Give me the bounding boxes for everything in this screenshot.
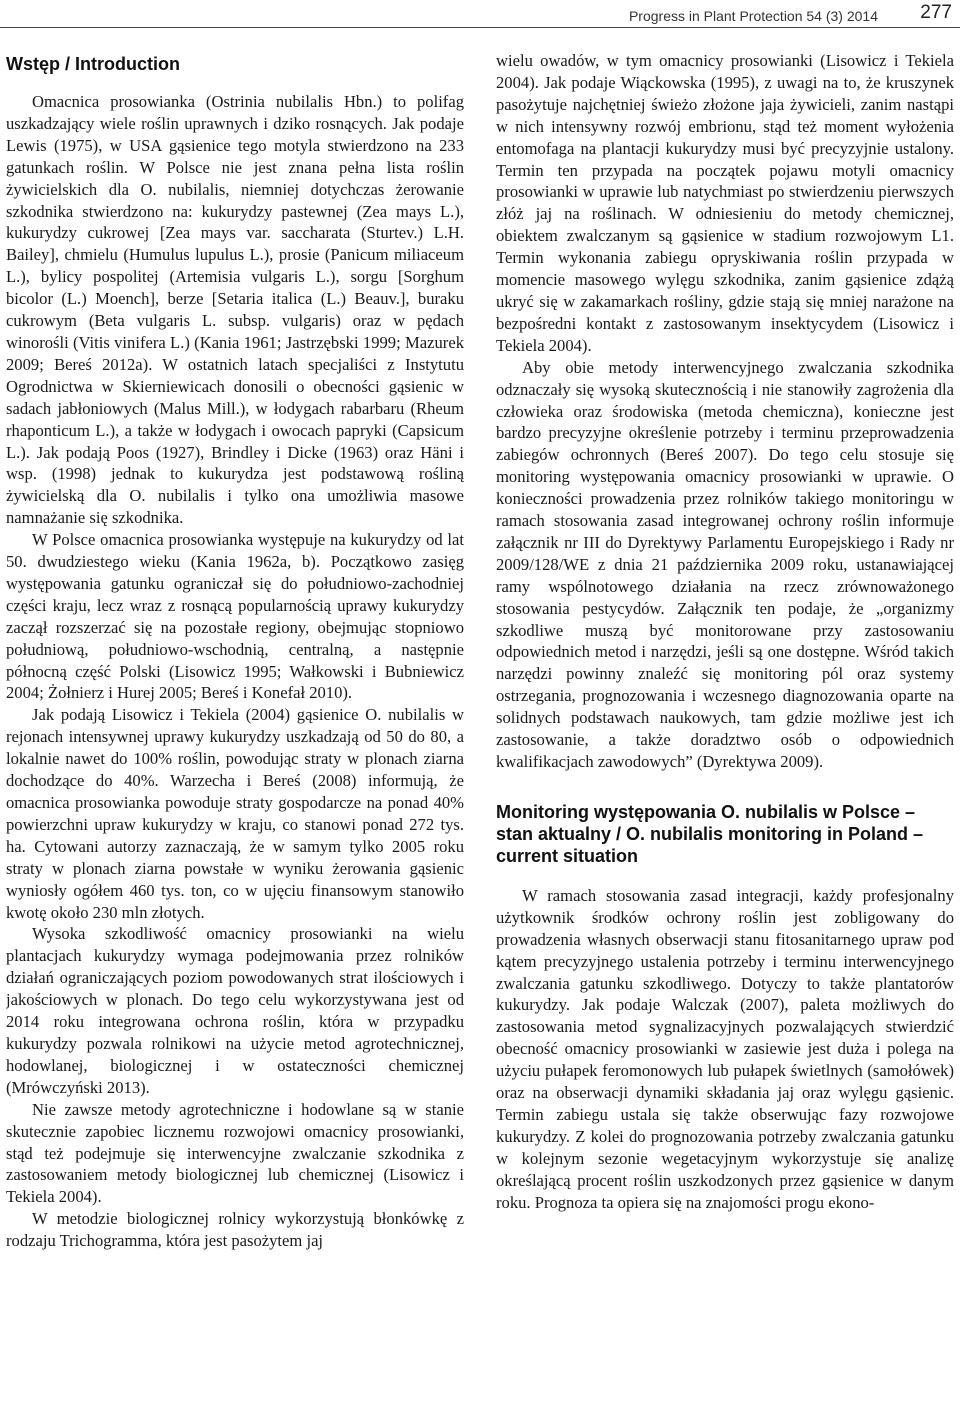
intro-paragraph-3: Jak podają Lisowicz i Tekiela (2004) gąsienice O. nubilalis w rejonach intensywnej uprawy kukurydzy uszkadzają od 50 do 80, a lokalnie nawet do 100% roślin, powodując straty w plonach ziarna dochodzące do 40%. Warzecha i Bereś (2008) informują, że omacnica prosowianka powoduje straty gospodarcze na ponad 40% powierzchni upraw kukurydzy w kraju, co stanowi ponad 272 tys. ha. Cytowani autorzy zaznaczają, że w samym tylko 2005 roku straty w plonach ziarna powstałe w wyniku żerowania gąsienic wyniosły ogółem 460 tys. ton, co w ujęciu finansowym stanowiło kwotę około 230 mln złotych.: [6, 705, 464, 922]
section-spacer: [496, 773, 954, 801]
section-heading-introduction: Wstęp / Introduction: [6, 54, 180, 74]
right-paragraph-1: wielu owadów, w tym omacnicy prosowianki (Lisowicz i Tekiela 2004). Jak podaje Wiąckowska (1995), z uwagi na to, że kruszynek pasożytuje najchętniej świeżo złożone jaja żywicieli, zanim nastąpi w nich intensywny rozwój embrionu, stąd też moment wyłożenia entomofaga na plantacji kukurydzy musi być precyzyjnie ustalony. Termin ten przypada na początek pojawu motyli omacnicy prosowianki w uprawie lub natychmiast po stwierdzeniu pierwszych złóż jaj na roślinach. W odniesieniu do metody chemicznej, obiektem zwalczanym są gąsienice w stadium rozwojowym L1. Termin wykonania zabiegu opryskiwania roślin przypada w momencie masowego wylęgu szkodnika, zanim gąsienice zdążą ukryć się w zakamarkach rośliny, gdzie stają się mniej narażone na bezpośredni kontakt z zastosowanym insektycydem (Lisowicz i Tekiela 2004).: [496, 51, 954, 355]
intro-paragraph-2: W Polsce omacnica prosowianka występuje na kukurydzy od lat 50. dwudziestego wieku (Kania 1962a, b). Początkowo zasięg występowania gatunku ograniczał się do południowo-zachodniej części kraju, lecz wraz z rosnącą popularnością uprawy kukurydzy zaczął rozszerzać się na pozostałe regiony, obejmując stopniowo południową, południowo-wschodnią, centralną, a następnie północną część Polski (Lisowicz 1995; Wałkowski i Bubniewicz 2004; Żołnierz i Hurej 2005; Bereś i Konefał 2010).: [6, 530, 464, 703]
intro-paragraph-6: W metodzie biologicznej rolnicy wykorzystują błonkówkę z rodzaju Trichogramma, która jest pasożytem jaj: [6, 1209, 464, 1251]
header-rule: [0, 27, 960, 28]
right-column: [496, 50, 954, 1400]
intro-paragraph-4: Wysoka szkodliwość omacnicy prosowianki na wielu plantacjach kukurydzy wymaga podejmowania przez rolników działań ograniczających poziom powodowanych strat ilościowych i jakościowych w plonach. Do tego celu wykorzystywana jest od 2014 roku integrowana ochrona roślin, która w przypadku kukurydzy pozwala rolnikowi na użycie metod agrotechnicznej, hodowlanej, biologicznej i w ostateczności chemicznej (Mrówczyński 2013).: [6, 924, 464, 1097]
page-header: [0, 0, 960, 28]
right-paragraph-2: Aby obie metody interwencyjnego zwalczania szkodnika odznaczały się wysoką skutecznością i nie stanowiły zagrożenia dla człowieka oraz środowiska (metoda chemiczna), konieczne jest bardzo precyzyjne określenie potrzeby i terminu przeprowadzenia zabiegów ochronnych (Bereś 2007). Do tego celu stosuje się monitoring występowania omacnicy prosowianki w uprawie. O konieczności prowadzenia przez rolników takiego monitoringu w ramach stosowania zasad integrowanej ochrony roślin informuje załącznik nr III do Dyrektywy Parlamentu Europejskiego i Rady nr 2009/128/WE z dnia 21 października 2009 roku, ustanawiającej ramy wspólnotowego działania na rzecz zrównoważonego stosowania pestycydów. Załącznik ten podaje, że „organizmy szkodliwe muszą być monitorowane przy zastosowaniu odpowiednich metod i narzędzi, jeśli są one dostępne. Wśród takich narzędzi powinny znaleźć się monitoring pól oraz systemy ostrzegania, prognozowania i wczesnego diagnozowania oparte na solidnych podstawach naukowych, tam gdzie możliwe jest ich zastosowanie, a także doradztwo osób o odpowiednich kwalifikacjach zawodowych” (Dyrektywa 2009).: [496, 357, 954, 771]
left-column: [6, 50, 464, 1400]
journal-title: Progress in Plant Protection 54 (3) 2014: [628, 8, 878, 24]
intro-paragraph-1: Omacnica prosowianka (Ostrinia nubilalis Hbn.) to polifag uszkadzający wiele roślin uprawnych i dziko rosnących. Jak podaje Lewis (1975), w USA gąsienice tego motyla stwierdzono na 233 gatunkach roślin. W Polsce nie jest znana pełna lista roślin żywicielskich dla O. nubilalis, niemniej dotychczas żerowanie szkodnika stwierdzono na: kukurydzy pastewnej (Zea mays L.), kukurydzy cukrowej [Zea mays var. saccharata (Sturtev.) L.H. Bailey], chmielu (Humulus lupulus L.), prosie (Panicum miliaceum L.), bylicy pospolitej (Artemisia vulgaris L.), sorgu [Sorghum bicolor (L.) Moench], berze [Setaria italica (L.) Beauv.], buraku cukrowym (Beta vulgaris L. subsp. vulgaris) oraz w pędach winorośli (Vitis vinifera L.) (Kania 1961; Jastrzębski 1999; Mazurek 2009; Bereś 2012a). W ostatnich latach specjaliści z Instytutu Ogrodnictwa w Skierniewicach donosili o obecności gąsienic w sadach jabłoniowych (Malus Mill.), w łodygach rabarbaru (Rheum rhaponticum L.), a także w łodygach i owocach papryki (Capsicum L.). Jak podają Poos (1927), Brindley i Dicke (1963) oraz Häni i wsp. (1998) jednak to kukurydza jest podstawową rośliną żywicielską dla O. nubilalis i tylko ona umożliwia masowe namnażanie się szkodnika.: [6, 92, 464, 528]
section-heading-monitoring: Monitoring występowania O. nubilalis w Polsce – stan aktualny / O. nubilalis monitoring in Poland – current situation: [496, 801, 924, 866]
page-number: 277: [920, 2, 952, 23]
intro-paragraph-5: Nie zawsze metody agrotechniczne i hodowlane są w stanie skutecznie zapobiec licznemu rozwojowi omacnicy prosowianki, stąd też podejmuje się interwencyjne zwalczanie szkodnika z zastosowaniem metody biologicznej lub chemicznej (Lisowicz i Tekiela 2004).: [6, 1099, 464, 1207]
monitoring-paragraph-1: W ramach stosowania zasad integracji, każdy profesjonalny użytkownik środków ochrony roślin jest zobligowany do prowadzenia własnych obserwacji stanu fitosanitarnego upraw pod kątem precyzyjnego ustalenia potrzeby i terminu interwencyjnego zwalczania gatunku szkodliwego. Dotyczy to także plantatorów kukurydzy. Jak podaje Walczak (2007), paleta możliwych do zastosowania metod sygnalizacyjnych pozwalających stwierdzić obecność omacnicy prosowianki w zasiewie jest duża i polega na użyciu pułapek feromonowych lub pułapek świetlnych (samołówek) oraz na obserwacji dynamiki składania jaj oraz wylęgu gąsienic. Termin zabiegu ustala się także obserwując fazy rozwojowe kukurydzy. Z kolei do prognozowania potrzeby zwalczania gatunku w kolejnym sezonie wegetacyjnym wykorzystuje się analizę określającą procent roślin uszkodzonych przez gąsienice w danym roku. Prognoza ta opiera się na znajomości progu ekono-: [496, 885, 954, 1212]
